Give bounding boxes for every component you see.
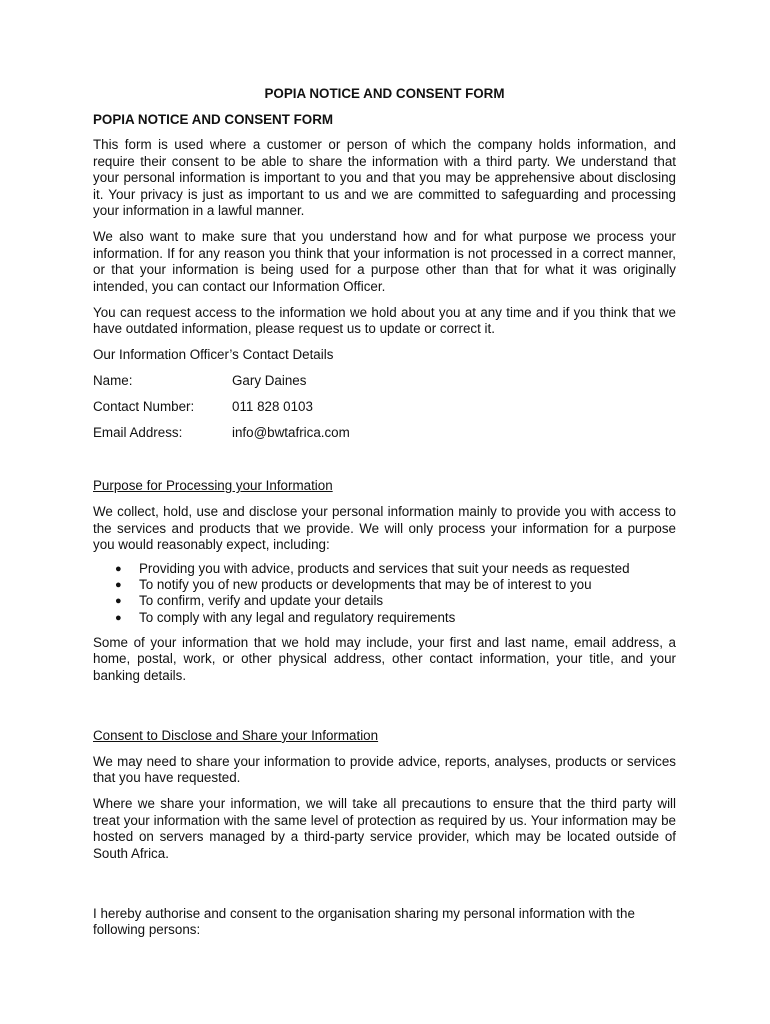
intro-paragraph-2: We also want to make sure that you understand how and for what purpose we process your information. If for any reason you think that your information is not processed in a correct manner, or that your information is being used for a purpose other than that for what it was originally intended, you can contact our Information Officer. bbox=[93, 229, 676, 294]
purpose-paragraph: We collect, hold, use and disclose your personal information mainly to provide you with access to the services and products that we provide. We will only process your information for a purpose you would reasonably expect, including: bbox=[93, 504, 676, 552]
document-subtitle: POPIA NOTICE AND CONSENT FORM bbox=[93, 111, 334, 127]
contact-email-row bbox=[93, 425, 676, 442]
intro-paragraph-1: This form is used where a customer or person of which the company holds information, and require their consent to be able to share the information with a third party. We understand that your personal information is important to you and that you may be apprehensive about disclosing it. Your privacy is just as important to us and we are committed to safeguarding and processing your information in a lawful manner. bbox=[93, 137, 676, 218]
bullet-icon: ● bbox=[115, 611, 122, 624]
contact-name-value: Gary Daines bbox=[232, 373, 307, 388]
list-item-text: To comply with any legal and regulatory requirements bbox=[139, 609, 456, 625]
contact-details-heading: Our Information Officer’s Contact Details bbox=[93, 347, 334, 362]
bullet-icon: ● bbox=[115, 563, 122, 575]
consent-paragraph-2: Where we share your information, we will take all precautions to ensure that the third party will treat your information with the same level of protection as required by us. Your information may be hosted on servers managed by a third-party service provider, which may be located outside of South Africa. bbox=[93, 796, 676, 861]
list-item bbox=[93, 577, 676, 593]
contact-name-row bbox=[93, 373, 676, 390]
bullet-icon: ● bbox=[115, 595, 122, 608]
authorisation-paragraph: I hereby authorise and consent to the organisation sharing my personal information with the following persons: bbox=[93, 905, 635, 938]
contact-email-value: info@bwtafrica.com bbox=[232, 425, 350, 440]
spacer bbox=[93, 451, 676, 478]
list-item-text: To notify you of new products or developments that may be of interest to you bbox=[139, 577, 592, 593]
contact-email-label: Email Address: bbox=[93, 425, 183, 440]
consent-heading: Consent to Disclose and Share your Information bbox=[93, 727, 379, 743]
list-item bbox=[93, 593, 676, 609]
contact-phone-row bbox=[93, 399, 676, 416]
purpose-bullet-list bbox=[93, 561, 676, 626]
purpose-heading: Purpose for Processing your Information bbox=[93, 478, 333, 493]
contact-phone-value: 011 828 0103 bbox=[232, 399, 313, 414]
bullet-icon: ● bbox=[115, 579, 122, 592]
list-item-text: To confirm, verify and update your details bbox=[139, 593, 384, 609]
list-item-text: Providing you with advice, products and services that suit your needs as requested bbox=[139, 561, 630, 576]
contact-phone-label: Contact Number: bbox=[93, 399, 195, 414]
intro-paragraph-3: You can request access to the information we hold about you at any time and if you think that we have outdated information, please request us to update or correct it. bbox=[93, 304, 676, 336]
list-item bbox=[93, 610, 676, 626]
document-page bbox=[93, 86, 676, 948]
list-item bbox=[93, 561, 676, 577]
information-held-paragraph: Some of your information that we hold may include, your first and last name, email address, a home, postal, work, or other physical address, other contact information, your title, and your banking details. bbox=[93, 634, 676, 683]
document-title: POPIA NOTICE AND CONSENT FORM bbox=[264, 86, 505, 101]
consent-paragraph-1: We may need to share your information to provide advice, reports, analyses, products or services that you have requested. bbox=[93, 753, 676, 786]
contact-name-label: Name: bbox=[93, 373, 133, 388]
spacer bbox=[93, 872, 676, 906]
spacer bbox=[93, 694, 676, 728]
